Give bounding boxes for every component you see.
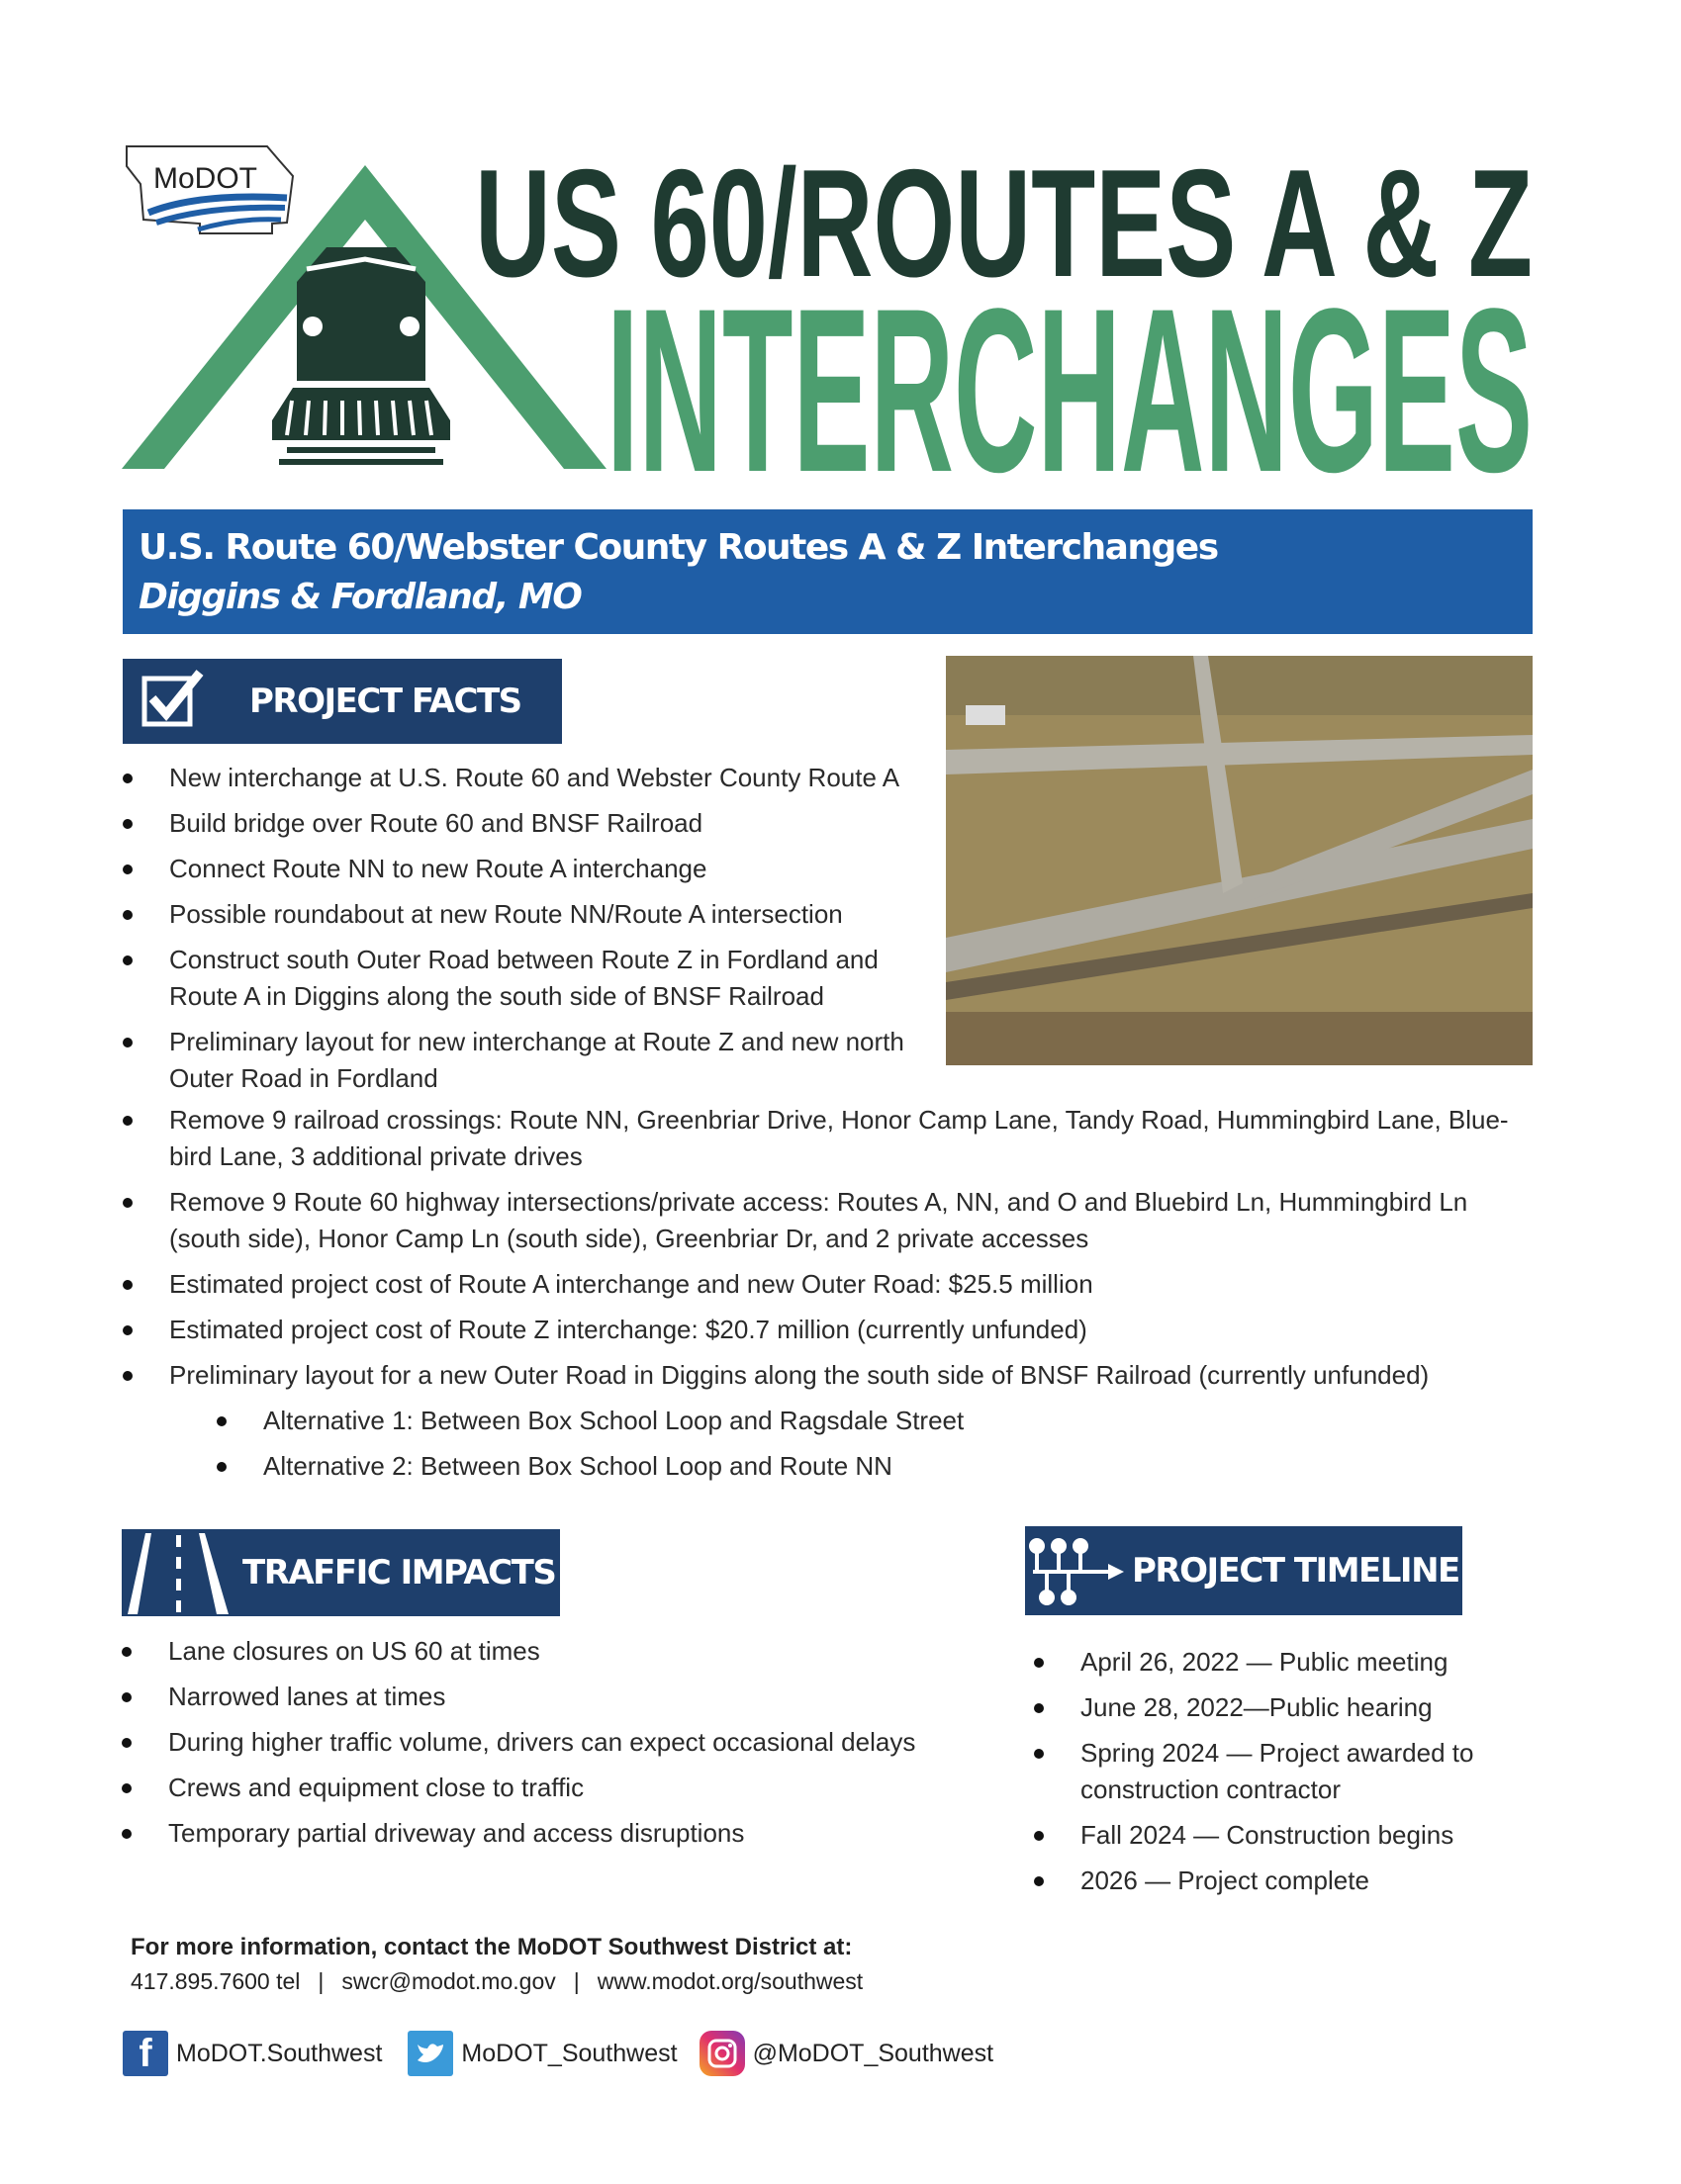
list-item: Crews and equipment close to traffic: [122, 1770, 963, 1806]
header-graphic: [0, 0, 1681, 495]
contact-email-link[interactable]: swcr@modot.mo.gov: [341, 1968, 556, 1994]
timeline-icon: [1025, 1526, 1132, 1615]
modot-logo: [127, 146, 293, 233]
contact-website-link[interactable]: www.modot.org/southwest: [597, 1968, 864, 1994]
twitter-link[interactable]: [408, 2031, 677, 2076]
sub-list-item: Alternative 1: Between Box School Loop and Ragsdale Street: [123, 1403, 1533, 1439]
list-item: During higher traffic volume, drivers can expect occasional delays: [122, 1724, 963, 1761]
list-item: Preliminary layout for new interchange at Route Z and new north Outer Road in Fordland: [123, 1024, 914, 1097]
project-timeline-list: [1034, 1644, 1499, 1908]
instagram-link[interactable]: [700, 2031, 994, 2076]
separator: |: [573, 1968, 580, 1994]
project-facts-list: [123, 760, 914, 1106]
twitter-icon: [408, 2031, 453, 2076]
subtitle-banner: [123, 509, 1533, 634]
list-item: Construct south Outer Road between Route Z in Fordland and Route A in Diggins along the south side of BNSF Railroad: [123, 942, 914, 1015]
list-item: Lane closures on US 60 at times: [122, 1633, 963, 1670]
traffic-impacts-heading: TRAFFIC IMPACTS: [242, 1553, 556, 1592]
list-item: Possible roundabout at new Route NN/Route A intersection: [123, 896, 914, 933]
contact-details: [131, 1968, 863, 1995]
list-item: Spring 2024 — Project awarded to construction contractor: [1034, 1735, 1499, 1808]
list-item: New interchange at U.S. Route 60 and Webster County Route A: [123, 760, 914, 796]
traffic-impacts-header: [122, 1529, 560, 1616]
sub-list-item: Alternative 2: Between Box School Loop and Route NN: [123, 1448, 1533, 1485]
facebook-link[interactable]: [123, 2031, 382, 2076]
banner-location: Diggins & Fordland, MO: [139, 577, 582, 617]
road-icon: [122, 1529, 238, 1616]
instagram-icon: [700, 2031, 745, 2076]
traffic-impacts-list: [122, 1633, 963, 1861]
facebook-handle: MoDOT.Southwest: [176, 2039, 383, 2067]
list-item: Remove 9 railroad crossings: Route NN, Greenbriar Drive, Honor Camp Lane, Tandy Road, Hummingbird Lane, Blue-bird Lane, 3 additional private drives: [123, 1102, 1533, 1175]
train-icon: [272, 247, 450, 465]
separator: |: [318, 1968, 325, 1994]
list-item: 2026 — Project complete: [1034, 1863, 1499, 1899]
banner-title: U.S. Route 60/Webster County Routes A & Z Interchanges: [139, 527, 1218, 568]
project-timeline-heading: PROJECT TIMELINE: [1132, 1551, 1459, 1591]
title-line1: US 60/ROUTES A & Z: [475, 137, 1533, 309]
project-facts-heading: PROJECT FACTS: [249, 682, 521, 721]
list-item: Temporary partial driveway and access disruptions: [122, 1815, 963, 1852]
facebook-icon: f: [123, 2031, 168, 2076]
list-item: Build bridge over Route 60 and BNSF Railroad: [123, 805, 914, 842]
modot-logo-text: MoDOT: [153, 162, 257, 195]
contact-heading: For more information, contact the MoDOT Southwest District at:: [131, 1934, 853, 1960]
project-timeline-header: [1025, 1526, 1462, 1615]
project-facts-header: [123, 659, 562, 744]
list-item: Connect Route NN to new Route A interchange: [123, 851, 914, 887]
contact-phone: 417.895.7600 tel: [131, 1968, 301, 1994]
checkbox-icon: [123, 659, 212, 744]
list-item: Preliminary layout for a new Outer Road in Diggins along the south side of BNSF Railroad (currently unfunded): [123, 1357, 1533, 1394]
project-facts-list-continued: [123, 1102, 1533, 1494]
instagram-handle: @MoDOT_Southwest: [752, 2039, 994, 2067]
list-item: Remove 9 Route 60 highway intersections/private access: Routes A, NN, and O and Bluebird Ln, Hummingbird Ln (south side), Honor Camp Ln (south side), Greenbriar Dr, and 2 private accesses: [123, 1184, 1533, 1257]
title-line2: INTERCHANGES: [607, 260, 1533, 495]
list-item: April 26, 2022 — Public meeting: [1034, 1644, 1499, 1681]
list-item: Estimated project cost of Route A interchange and new Outer Road: $25.5 million: [123, 1266, 1533, 1303]
list-item: June 28, 2022—Public hearing: [1034, 1689, 1499, 1726]
list-item: Fall 2024 — Construction begins: [1034, 1817, 1499, 1854]
list-item: Narrowed lanes at times: [122, 1679, 963, 1715]
twitter-handle: MoDOT_Southwest: [461, 2039, 678, 2067]
social-links: [123, 2031, 993, 2076]
aerial-photo: [946, 656, 1533, 1065]
list-item: Estimated project cost of Route Z interchange: $20.7 million (currently unfunded): [123, 1312, 1533, 1348]
